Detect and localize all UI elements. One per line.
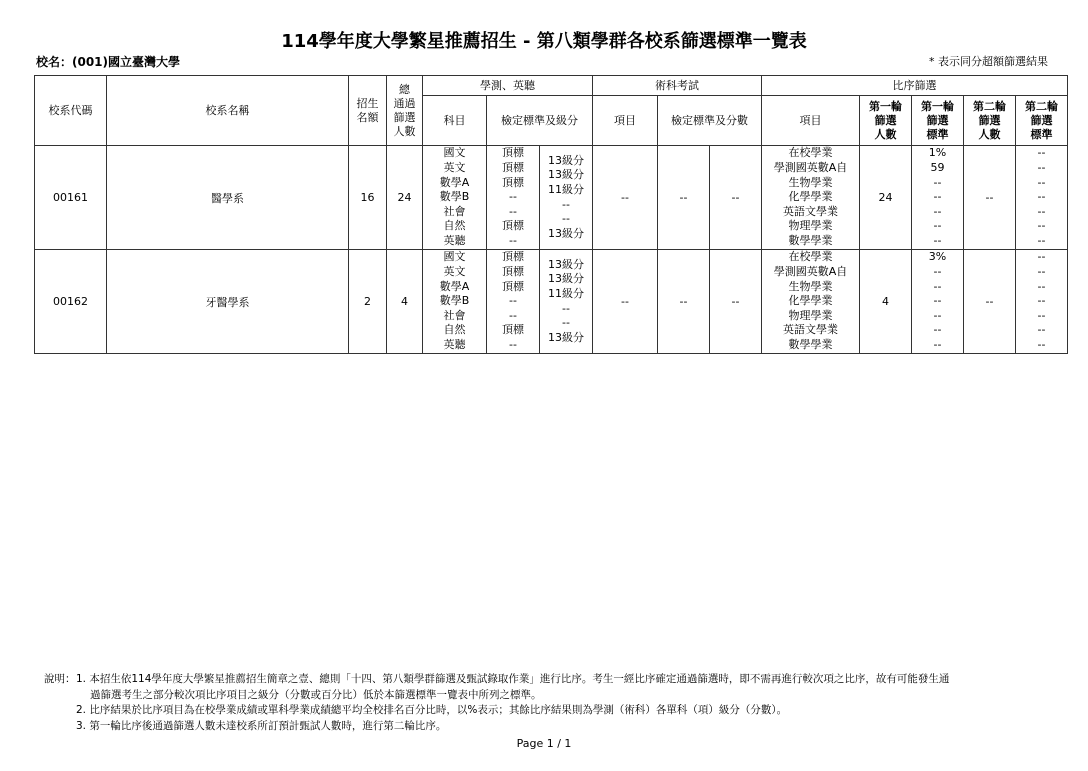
quota-value: 2 — [349, 250, 387, 354]
table-row — [35, 250, 1068, 354]
header-r2-std: 第二輪 篩選 標準 — [1016, 96, 1068, 146]
header-art-item: 項目 — [593, 96, 658, 146]
r2-standard: -- -- -- -- -- -- -- — [1016, 250, 1068, 354]
header-quota: 招生 名額 — [349, 76, 387, 146]
rank-items: 在校學業 學測國英數A自 生物學業 化學學業 英語文學業 物理學業 數學學業 — [762, 146, 860, 250]
page-number: Page 1 / 1 — [516, 737, 572, 750]
header-r1-std: 第一輪 篩選 標準 — [912, 96, 964, 146]
footnote-1: 1. 本招生依114學年度大學繁星推薦招生簡章之壹、總則「十四、第八類學群篩選及甄試錄取作業」進行比序。考生一經比序確定通過篩選時，即不需再進行較次項之比序，故有可能發生通 — [76, 673, 950, 685]
page-title: 114學年度大學繁星推薦招生 - 第八類學群各校系篩選標準一覽表 — [281, 31, 807, 52]
art-standard: -- — [658, 146, 710, 250]
header-art-group: 術科考試 — [593, 76, 762, 96]
r2-standard: -- -- -- -- -- -- -- — [1016, 146, 1068, 250]
header-art-standard: 檢定標準及分數 — [658, 96, 762, 146]
r1-standard: 1% 59 -- -- -- -- -- — [912, 146, 964, 250]
footnote-label: 說明： — [44, 673, 76, 685]
header-r2-count: 第二輪 篩選 人數 — [964, 96, 1016, 146]
quota-value: 16 — [349, 146, 387, 250]
gsat-scores: 13級分 13級分 11級分 -- -- 13級分 — [540, 146, 593, 250]
pass-value: 24 — [387, 146, 423, 250]
footnote-1-cont: 過篩選考生之部分較次項比序項目之級分（分數或百分比）低於本篩選標準一覽表中所列之標準。 — [90, 688, 542, 701]
r1-count: 4 — [860, 250, 912, 354]
footnote-2: 2. 比序結果於比序項目為在校學業成績或單科學業成績總平均全校排名百分比時，以%表示；其餘比序結果則為學測（術科）各單科（項）級分（分數）。 — [76, 704, 788, 716]
header-gsat-standard: 檢定標準及級分 — [487, 96, 593, 146]
footnote-3: 3. 第一輪比序後通過篩選人數未達校系所訂預計甄試人數時，進行第二輪比序。 — [76, 719, 447, 732]
school-name: 校名：(001)國立臺灣大學 — [36, 55, 181, 69]
art-standard: -- — [658, 250, 710, 354]
header-r1-count: 第一輪 篩選 人數 — [860, 96, 912, 146]
header-name: 校系名稱 — [107, 76, 349, 146]
dept-code: 00162 — [35, 250, 107, 354]
r2-count: -- — [964, 250, 1016, 354]
table-row — [35, 146, 1068, 250]
gsat-standards: 頂標 頂標 頂標 -- -- 頂標 -- — [487, 250, 540, 354]
art-item: -- — [593, 250, 658, 354]
art-score: -- — [710, 146, 762, 250]
r1-standard: 3% -- -- -- -- -- -- — [912, 250, 964, 354]
dept-name: 牙醫學系 — [107, 250, 349, 354]
r1-count: 24 — [860, 146, 912, 250]
pass-value: 4 — [387, 250, 423, 354]
footnotes — [44, 672, 1054, 734]
gsat-subjects: 國文 英文 數學A 數學B 社會 自然 英聽 — [423, 250, 487, 354]
gsat-subjects: 國文 英文 數學A 數學B 社會 自然 英聽 — [423, 146, 487, 250]
header-gsat-subject: 科目 — [423, 96, 487, 146]
header-code: 校系代碼 — [35, 76, 107, 146]
header-rank-group: 比序篩選 — [762, 76, 1068, 96]
rank-items: 在校學業 學測國英數A自 生物學業 化學學業 物理學業 英語文學業 數學學業 — [762, 250, 860, 354]
header-rank-item: 項目 — [762, 96, 860, 146]
screening-table — [34, 75, 1068, 354]
legend-note: * 表示同分超額篩選結果 — [929, 55, 1048, 68]
dept-code: 00161 — [35, 146, 107, 250]
dept-name: 醫學系 — [107, 146, 349, 250]
art-score: -- — [710, 250, 762, 354]
r2-count: -- — [964, 146, 1016, 250]
header-gsat-group: 學測、英聽 — [423, 76, 593, 96]
art-item: -- — [593, 146, 658, 250]
gsat-standards: 頂標 頂標 頂標 -- -- 頂標 -- — [487, 146, 540, 250]
header-pass: 總 通過 篩選 人數 — [387, 76, 423, 146]
gsat-scores: 13級分 13級分 11級分 -- -- 13級分 — [540, 250, 593, 354]
